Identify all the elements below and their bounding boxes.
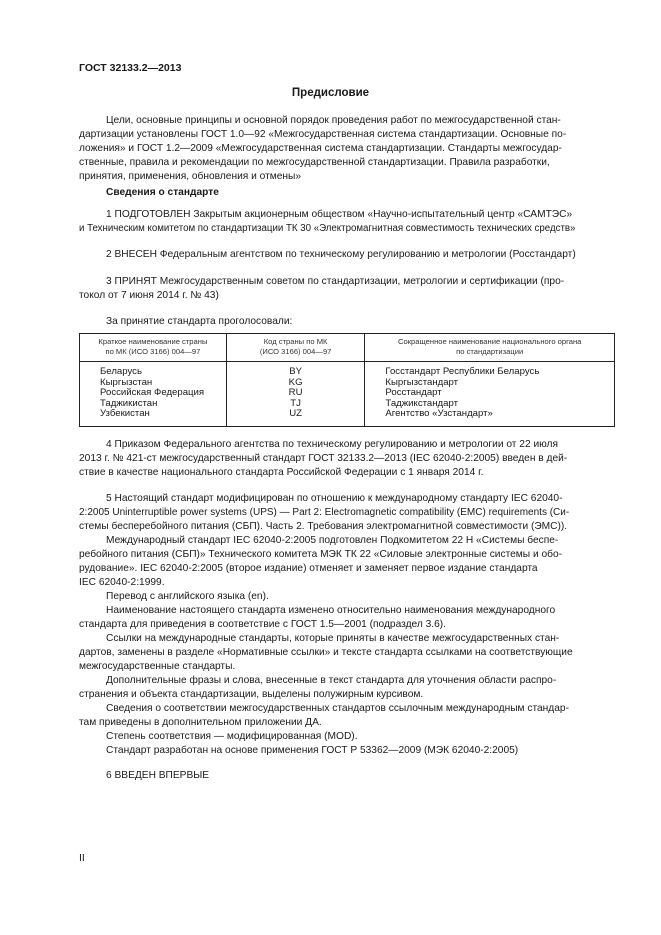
country-code: RU (288, 387, 303, 399)
section-heading: Сведения о стандарте (106, 187, 219, 198)
item5-line: 5 Настоящий стандарт модифицирован по отношению к международному стандарту IEC 62040- (106, 493, 563, 504)
phrases-note-line: странения и объекта стандартизации, выделены полужирным курсивом. (79, 689, 424, 700)
national-body: Таджикстандарт (385, 397, 459, 409)
item3-line: 3 ПРИНЯТ Межгосударственным советом по стандартизации, метрологии и сертификации (про- (106, 276, 565, 287)
item4-line: ствие в качестве национального стандарта Российской Федерации с 1 января 2014 г. (79, 467, 484, 478)
intro-line: принятия, применения, обновления и отмены» (79, 171, 302, 182)
national-body: Агентство «Узстандарт» (385, 408, 493, 420)
country-name: Российская Федерация (100, 387, 205, 399)
country-name: Кыргызстан (100, 376, 153, 388)
refs-note-line: дартов, заменены в разделе «Нормативные ссылки» и тексте стандарта ссылками на соответствующие (79, 647, 573, 658)
votes-header-row (80, 334, 615, 362)
intro-line: Цели, основные принципы и основной порядок проведения работ по межгосударственной стан- (106, 115, 561, 126)
header-national-body: Сокращенное наименование национального органа по стандартизации (365, 334, 615, 362)
item6-line: 6 ВВЕДЕН ВПЕРВЫЕ (106, 770, 210, 781)
intro-line: ложения» и ГОСТ 1.2—2009 «Межгосударственная система стандартизации. Стандарты межгосудар- (79, 143, 562, 154)
votes-table (79, 333, 615, 427)
item5-para2-line: рудование». IEC 62040-2:2005 (второе издание) отменяет и заменяет первое издание стандарта (79, 563, 538, 574)
country-names-cell (80, 362, 227, 427)
item5-line: стемы бесперебойного питания (СБП). Часть 2. Требования электромагнитной совместимости (ЭМС)). (79, 521, 568, 532)
basis-note: Стандарт разработан на основе применения ГОСТ Р 53362—2009 (МЭК 62040-2:2005) (106, 745, 519, 756)
item2-line: 2 ВНЕСЕН Федеральным агентством по техническому регулированию и метрологии (Росстандарт) (106, 249, 576, 260)
page-number: II (79, 852, 85, 864)
refs-note-line: Ссылки на международные стандарты, которые приняты в качестве межгосударственных стан- (106, 633, 560, 644)
item1-line: 1 ПОДГОТОВЛЕН Закрытым акционерным обществом «Научно-испытательный центр «САМТЭС» (106, 209, 573, 220)
item4-line: 4 Приказом Федерального агентства по техническому регулированию и метрологии от 22 июля (106, 439, 559, 450)
country-code: KG (288, 376, 303, 388)
page-title: Предисловие (291, 87, 370, 99)
item3-line: токол от 7 июня 2014 г. № 43) (79, 290, 219, 301)
item5-para2-line: ребойного питания (СБП)» Технического комитета МЭК ТК 22 «Силовые электронные системы и обо- (79, 549, 563, 560)
country-code: BY (289, 366, 303, 377)
national-body: Росстандарт (385, 387, 442, 399)
appendix-note-line: Сведения о соответствии межгосударственных стандартов ссылочным международным стандар- (106, 703, 569, 714)
national-body: Госстандарт Республики Беларусь (385, 366, 540, 377)
country-code: UZ (289, 408, 302, 420)
translation-note: Перевод с английского языка (en). (106, 591, 269, 602)
intro-line: дартизации установлены ГОСТ 1.0—92 «Межгосударственная система стандартизации. Основные по- (79, 129, 567, 140)
item5-para2-line: Международный стандарт IEC 62040-2:2005 подготовлен Подкомитетом 22 Н «Системы беспе- (106, 535, 559, 546)
degree-note: Степень соответствия — модифицированная (MOD). (106, 731, 358, 742)
phrases-note-line: Дополнительные фразы и слова, внесенные в текст стандарта для уточнения области распро- (106, 675, 557, 686)
country-name: Узбекистан (100, 408, 150, 420)
item5-para2-line: IEC 62040-2:1999. (79, 577, 165, 588)
intro-line: ственные, правила и рекомендации по межгосударственной стандартизации. Правила разработки, (79, 157, 550, 168)
standard-id: ГОСТ 32133.2—2013 (79, 62, 182, 74)
votes-caption: За принятие стандарта проголосовали: (106, 316, 293, 327)
refs-note-line: межгосударственные стандарты. (79, 661, 236, 672)
header-country-name: Краткое наименование страны по МК (ИСО 3166) 004—97 (80, 334, 227, 362)
item1-line: и Техническим комитетом по стандартизации ТК 30 «Электромагнитная совместимость технических средств» (79, 223, 576, 234)
appendix-note-line: там приведены в дополнительном приложении ДА. (79, 717, 322, 728)
country-codes-cell (226, 362, 365, 427)
country-name: Таджикистан (100, 397, 158, 409)
header-country-code: Код страны по МК (ИСО 3166) 004—97 (226, 334, 365, 362)
country-code: TJ (290, 397, 301, 409)
national-body: Кыргызстандарт (385, 376, 459, 388)
name-note-line: стандарта для приведения в соответствие с ГОСТ 1.5—2001 (подраздел 3.6). (79, 619, 447, 630)
country-name: Беларусь (100, 366, 142, 377)
item5-line: 2:2005 Uninterruptible power systems (UPS) — Part 2: Electromagnetic compatibility (EMC) requirements (Си- (79, 507, 570, 518)
national-bodies-cell (365, 362, 615, 427)
item4-line: 2013 г. № 421-ст межгосударственный стандарт ГОСТ 32133.2—2013 (IEC 62040-2:2005) введен в дей- (79, 453, 568, 464)
name-note-line: Наименование настоящего стандарта изменено относительно наименования международного (106, 605, 556, 616)
votes-body-row (80, 362, 615, 427)
